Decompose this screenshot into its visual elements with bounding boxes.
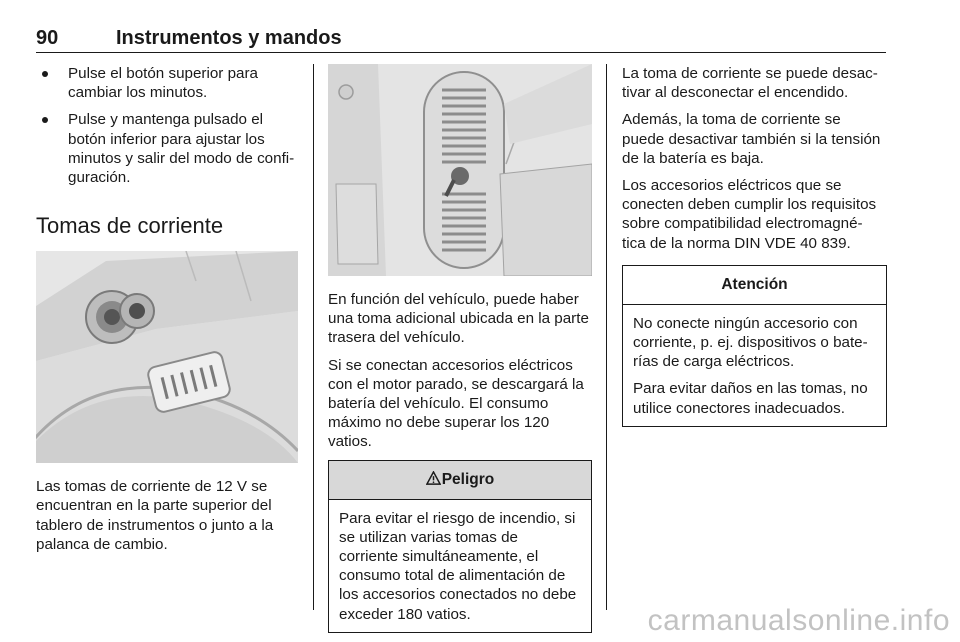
outlet-location-text: Las tomas de corriente de 12 V se encuentran en la parte superior del tablero de instrumentos o junto a la palanca de cambio. [36,478,274,553]
bullet-text: Pulse y mantenga pulsado el botón inferior para ajustar los minutos y salir del modo de confi‐ guración. [68,111,295,187]
battery-warning-text: Si se conectan accesorios eléctricos con el motor parado, se descargará la batería del vehículo. El consumo máximo no debe superar los 120 vatios. [328,356,584,451]
dashboard-power-outlet-photo [36,251,298,463]
column-divider-2 [606,64,607,610]
caution-box-header [623,266,886,305]
danger-box-body [329,500,591,632]
emc-requirements-text: Los accesorios eléctricos que se conecten deben cumplir los requisitos sobre compatibilidad electromagné‐ tica de la norma DIN VDE 40 839. [622,177,877,252]
ignition-deactivation-text: La toma de corriente se puede desac‐ tivar al desconectar el encendido. [622,65,878,102]
caution-box-title: Atención [721,275,788,293]
section-title: Tomas de corriente [36,213,224,239]
bullet-text: Pulse el botón superior para cambiar los minutos. [68,65,258,102]
caution-box-text: Para evitar daños en las tomas, no utilice conectores inadecuados. [633,380,868,417]
rear-outlet-text: En función del vehículo, puede haber una toma adicional ubicada en la parte trasera del vehículo. [328,291,589,347]
page-header [36,26,886,53]
caution-box-body [623,305,886,426]
column-2 [328,64,592,633]
low-battery-deactivation-text: Además, la toma de corriente se puede desactivar también si la tensión de la batería es baja. [622,111,881,167]
chapter-title: Instrumentos y mandos [116,27,342,49]
bullet-item [36,64,298,102]
rear-power-outlet-photo [328,64,592,276]
danger-box-title: Peligro [441,470,495,488]
column-3 [622,64,887,427]
page-number: 90 [36,27,59,49]
danger-box-header [329,461,591,500]
danger-box-text: Para evitar el riesgo de incendio, si se utilizan varias tomas de corriente simultáneamente, el consumo total de alimentación de los accesorios conectados no debe exceder 180 vatios. [339,509,577,623]
bullet-list [36,64,298,187]
danger-box [328,460,592,633]
bullet-item [36,110,298,187]
column-divider-1 [313,64,314,610]
watermark: carmanualsonline.info [647,604,950,637]
caution-box-text: No conecte ningún accesorio con corriente, p. ej. dispositivos o bate‐ rías de carga eléctricos. [633,314,868,371]
bullet-dot-icon [42,71,48,77]
caution-box [622,265,887,427]
warning-triangle-icon [426,471,441,485]
column-1 [36,64,298,562]
bullet-dot-icon [42,117,48,123]
